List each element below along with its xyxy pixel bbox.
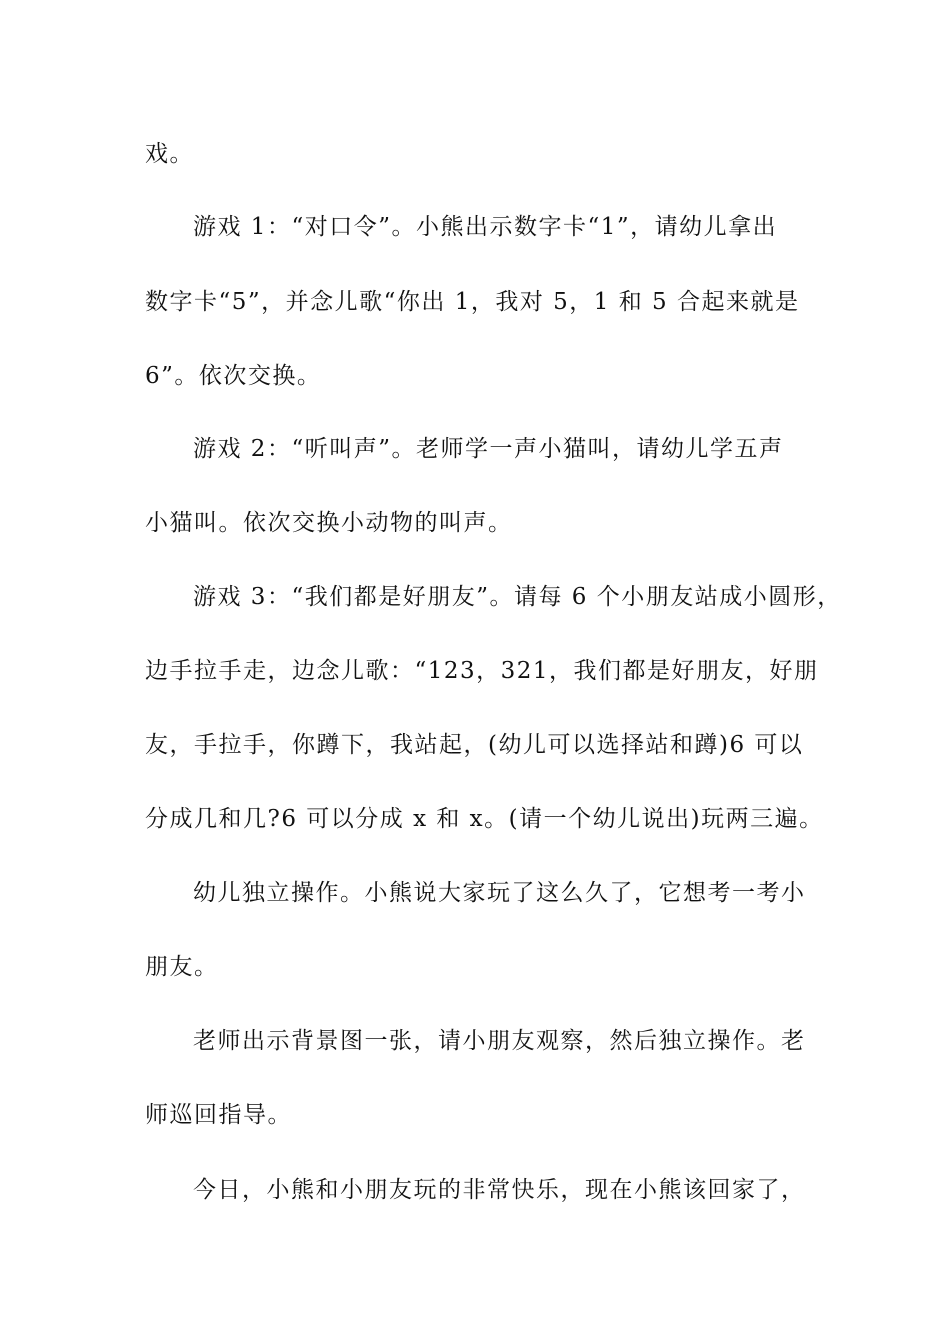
text-line-2: 游戏 1：“对口令”。小熊出示数字卡“1”，请幼儿拿出 — [193, 214, 778, 240]
text-line-10: 分成几和几?6 可以分成 x 和 x。(请一个幼儿说出)玩两三遍。 — [145, 806, 824, 832]
text-line-4: 6”。依次交换。 — [145, 363, 322, 389]
text-line-9: 友，手拉手，你蹲下，我站起，(幼儿可以选择站和蹲)6 可以 — [145, 732, 804, 758]
text-line-1: 戏。 — [145, 141, 194, 167]
text-line-11: 幼儿独立操作。小熊说大家玩了这么久了，它想考一考小 — [193, 880, 806, 906]
text-line-7: 游戏 3：“我们都是好朋友”。请每 6 个小朋友站成小圆形， — [193, 584, 842, 610]
text-line-3: 数字卡“5”，并念儿歌“你出 1，我对 5，1 和 5 合起来就是 — [145, 289, 800, 315]
text-line-6: 小猫叫。依次交换小动物的叫声。 — [145, 510, 513, 536]
text-line-15: 今日，小熊和小朋友玩的非常快乐，现在小熊该回家了， — [193, 1177, 806, 1203]
text-line-14: 师巡回指导。 — [145, 1102, 292, 1128]
text-line-13: 老师出示背景图一张，请小朋友观察，然后独立操作。老 — [193, 1028, 806, 1054]
text-line-8: 边手拉手走，边念儿歌：“123，321，我们都是好朋友，好朋 — [145, 658, 819, 684]
text-line-5: 游戏 2：“听叫声”。老师学一声小猫叫，请幼儿学五声 — [193, 436, 784, 462]
text-line-12: 朋友。 — [145, 954, 219, 980]
